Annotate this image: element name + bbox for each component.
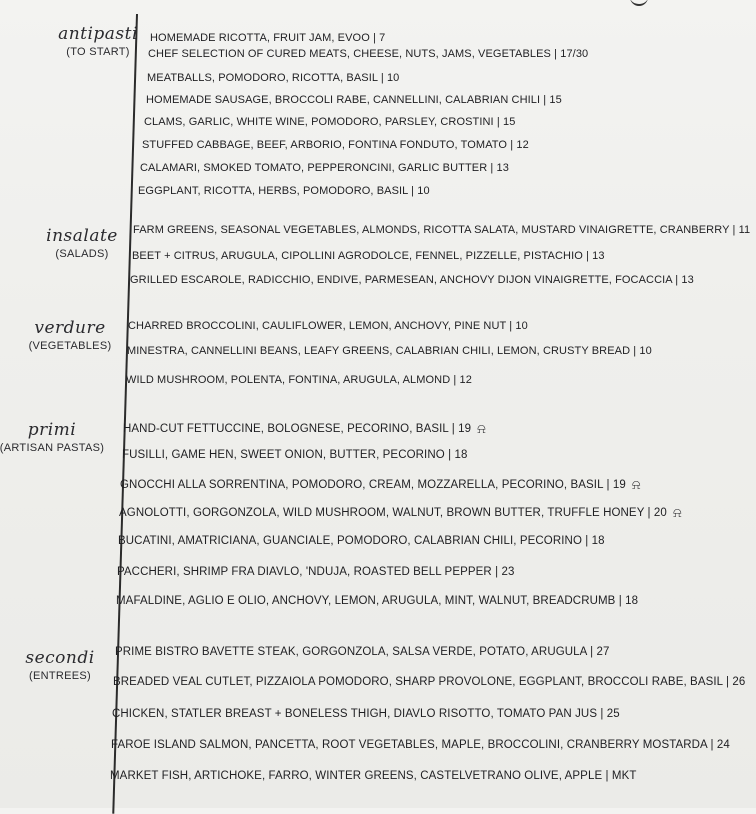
menu-item: CHEF SELECTION OF CURED MEATS, CHEESE, NUTS, JAMS, VEGETABLES | 17/30	[148, 48, 589, 60]
menu-item: MEATBALLS, POMODORO, RICOTTA, BASIL | 10	[147, 72, 400, 84]
menu-item: PACCHERI, SHRIMP FRA DIAVLO, 'NDUJA, ROASTED BELL PEPPER | 23	[117, 566, 515, 578]
menu-item: CLAMS, GARLIC, WHITE WINE, POMODORO, PARSLEY, CROSTINI | 15	[144, 116, 516, 128]
logo-fragment	[630, 0, 648, 6]
menu-item: BREADED VEAL CUTLET, PIZZAIOLA POMODORO, SHARP PROVOLONE, EGGPLANT, BROCCOLI RABE, BASIL | 26	[113, 676, 746, 688]
chef-hat-icon: ⍾	[631, 477, 641, 492]
menu-item	[119, 505, 682, 521]
category-secondi	[0, 648, 120, 682]
chef-hat-icon: ⍾	[672, 505, 682, 520]
chef-hat-icon: ⍾	[477, 421, 486, 436]
category-subtitle: (ENTREES)	[29, 670, 91, 682]
menu-item: BUCATINI, AMATRICIANA, GUANCIALE, POMODORO, CALABRIAN CHILI, PECORINO | 18	[118, 535, 605, 547]
menu-item: MARKET FISH, ARTICHOKE, FARRO, WINTER GREENS, CASTELVETRANO OLIVE, APPLE | MKT	[110, 770, 637, 782]
menu-item: CHICKEN, STATLER BREAST + BONELESS THIGH, DIAVLO RISOTTO, TOMATO PAN JUS | 25	[112, 708, 620, 720]
menu-item-text: GNOCCHI ALLA SORRENTINA, POMODORO, CREAM, MOZZARELLA, PECORINO, BASIL | 19	[120, 479, 626, 491]
category-verdure	[10, 318, 130, 352]
menu-item: BEET + CITRUS, ARUGULA, CIPOLLINI AGRODOLCE, FENNEL, PIZZELLE, PISTACHIO | 13	[132, 250, 605, 262]
menu-divider	[112, 14, 138, 814]
category-subtitle: (VEGETABLES)	[28, 340, 112, 352]
menu-item: WILD MUSHROOM, POLENTA, FONTINA, ARUGULA, ALMOND | 12	[126, 374, 472, 386]
menu-item-text: HAND-CUT FETTUCCINE, BOLOGNESE, PECORINO, BASIL | 19	[123, 423, 472, 435]
menu-item	[120, 477, 641, 493]
category-insalate	[22, 226, 142, 260]
category-subtitle: (SALADS)	[55, 248, 109, 260]
menu-item-text: AGNOLOTTI, GORGONZOLA, WILD MUSHROOM, WALNUT, BROWN BUTTER, TRUFFLE HONEY | 20	[119, 507, 667, 519]
menu-item: FUSILLI, GAME HEN, SWEET ONION, BUTTER, PECORINO | 18	[122, 449, 468, 461]
category-title: verdure	[34, 318, 106, 338]
menu-item: GRILLED ESCAROLE, RADICCHIO, ENDIVE, PARMESEAN, ANCHOVY DIJON VINAIGRETTE, FOCACCIA | 13	[130, 274, 694, 286]
menu-item: MAFALDINE, AGLIO E OLIO, ANCHOVY, LEMON, ARUGULA, MINT, WALNUT, BREADCRUMB | 18	[116, 595, 639, 607]
menu-item: HOMEMADE RICOTTA, FRUIT JAM, EVOO | 7	[150, 32, 386, 44]
category-title: insalate	[46, 226, 118, 246]
category-primi	[0, 420, 112, 454]
category-subtitle: (ARTISAN PASTAS)	[0, 442, 105, 454]
menu-item: FAROE ISLAND SALMON, PANCETTA, ROOT VEGETABLES, MAPLE, BROCCOLINI, CRANBERRY MOSTARDA | 24	[111, 739, 730, 751]
category-subtitle: (TO START)	[66, 46, 130, 58]
category-title: antipasti	[58, 24, 138, 44]
menu-item: MINESTRA, CANNELLINI BEANS, LEAFY GREENS, CALABRIAN CHILI, LEMON, CRUSTY BREAD | 10	[127, 345, 652, 357]
category-title: secondi	[25, 648, 95, 668]
menu-item: PRIME BISTRO BAVETTE STEAK, GORGONZOLA, SALSA VERDE, POTATO, ARUGULA | 27	[115, 646, 610, 658]
menu-item: HOMEMADE SAUSAGE, BROCCOLI RABE, CANNELLINI, CALABRIAN CHILI | 15	[146, 94, 562, 106]
menu-item	[123, 421, 486, 437]
category-title: primi	[27, 420, 77, 440]
menu-item: FARM GREENS, SEASONAL VEGETABLES, ALMONDS, RICOTTA SALATA, MUSTARD VINAIGRETTE, CRANBERRY | 11	[133, 224, 751, 236]
menu-item: CHARRED BROCCOLINI, CAULIFLOWER, LEMON, ANCHOVY, PINE NUT | 10	[128, 320, 528, 332]
menu-item: CALAMARI, SMOKED TOMATO, PEPPERONCINI, GARLIC BUTTER | 13	[140, 162, 509, 174]
menu-item: EGGPLANT, RICOTTA, HERBS, POMODORO, BASIL | 10	[138, 185, 430, 197]
category-antipasti	[38, 24, 158, 58]
menu-item: STUFFED CABBAGE, BEEF, ARBORIO, FONTINA FONDUTO, TOMATO | 12	[142, 139, 529, 151]
